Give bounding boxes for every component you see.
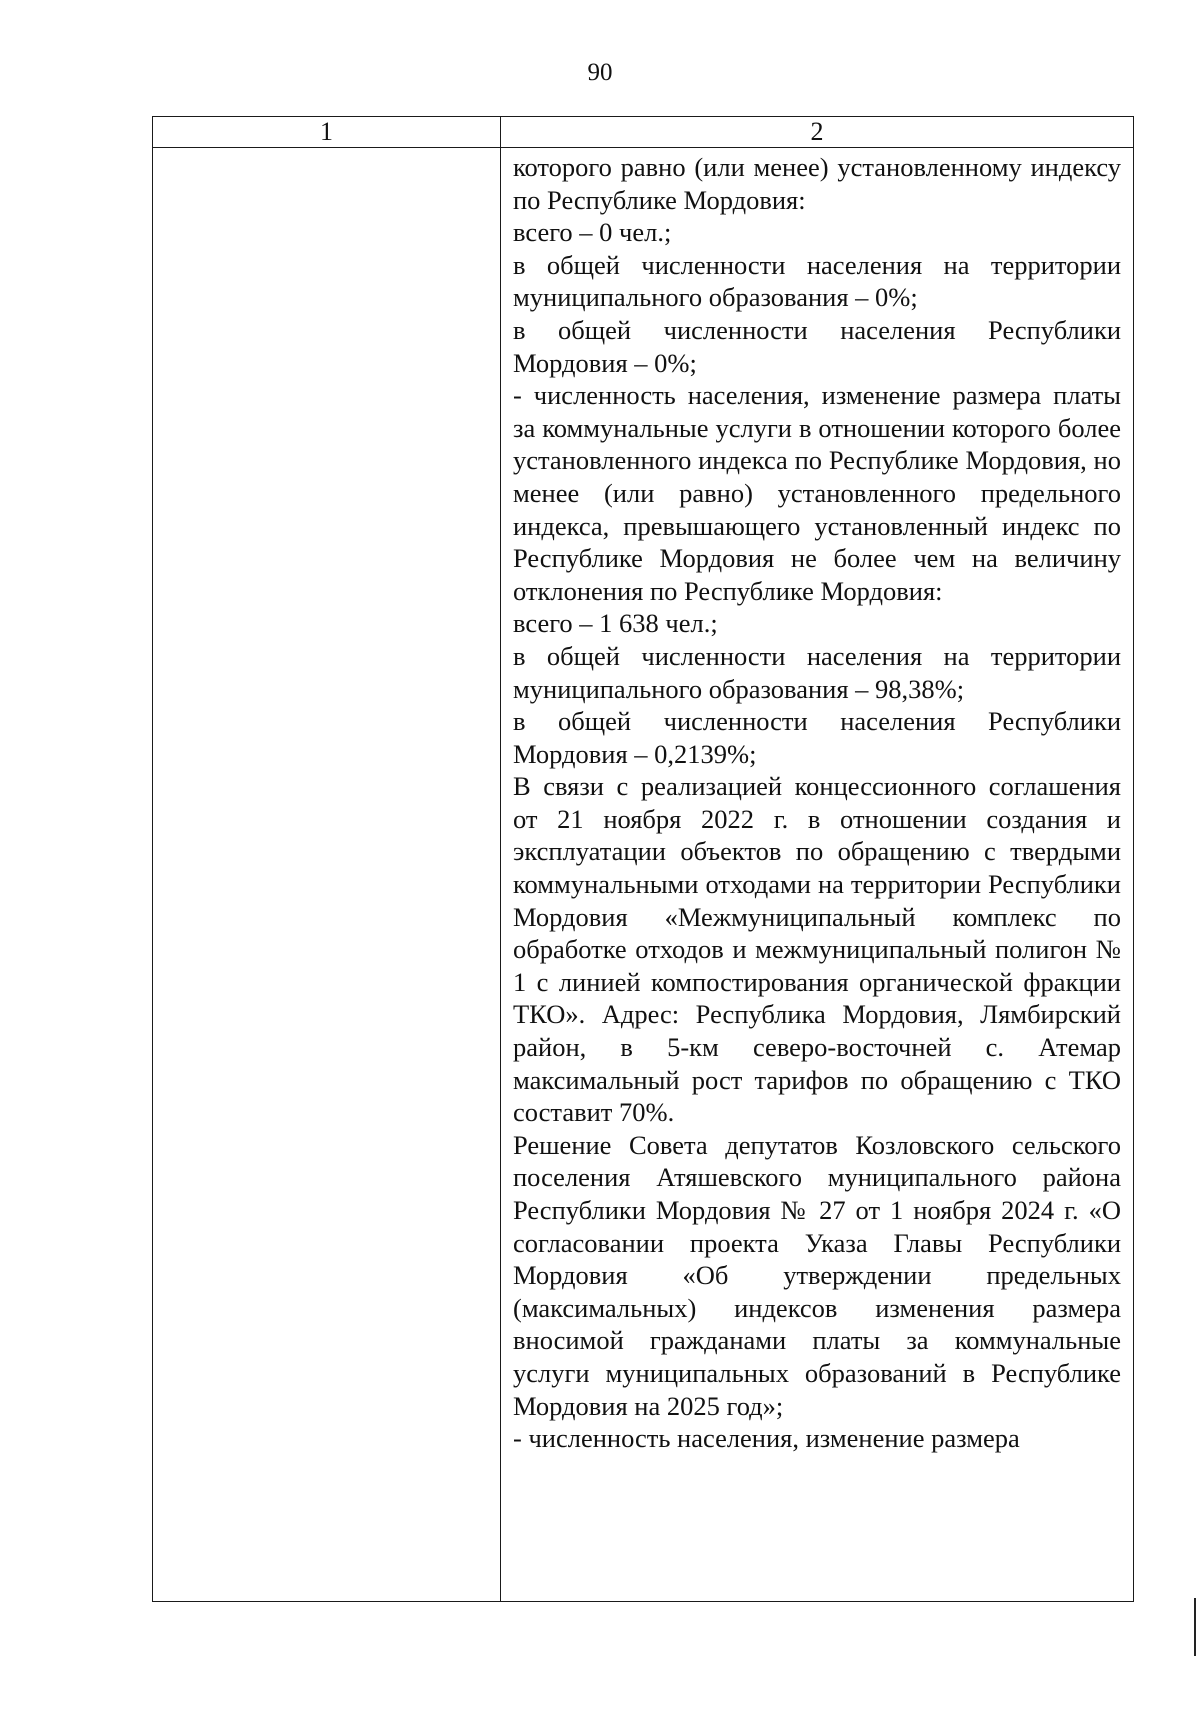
paragraph-total-zero: всего – 0 чел.; bbox=[513, 217, 672, 248]
paragraph-council-decision: Решение Совета депутатов Козловского сельского поселения Атяшевского муниципального района Республики Мордовия № 27 от 1 ноября 2024 г. «О согласовании проекта Указа Главы Республики Мордовия «Об утверждении предельных (максимальных) индексов изменения размера вносимой гражданами платы за коммунальные услуги муниципальных образований в Республике Мордовия на 2025 год»; bbox=[513, 1129, 1121, 1421]
paragraph-population-continued: - численность населения, изменение размера bbox=[513, 1423, 1020, 1454]
column-2-text bbox=[513, 151, 1121, 1455]
paragraph-municipal-share: в общей численности населения на территории муниципального образования – 98,38%; bbox=[513, 640, 1121, 704]
paragraph-municipal-share-zero: в общей численности населения на территории муниципального образования – 0%; bbox=[513, 249, 1121, 313]
document-table bbox=[152, 116, 1134, 1602]
paragraph-concession-agreement: В связи с реализацией концессионного соглашения от 21 ноября 2022 г. в отношении создания и эксплуатации объектов по обращению с твердыми коммунальными отходами на территории Республики Мордовия «Межмуниципальный комплекс по обработке отходов и межмуниципальный полигон № 1 с линией компостирования органической фракции ТКО». Адрес: Республика Мордовия, Лямбирский район, в 5-км северо-восточней с. Атемар максимальный рост тарифов по обращению с ТКО составит 70%. bbox=[513, 771, 1121, 1128]
table-header-row bbox=[153, 117, 1134, 148]
page-number: 90 bbox=[587, 59, 613, 86]
paragraph-index-continuation: которого равно (или менее) установленному индексу по Республике Мордовия: bbox=[513, 152, 1121, 215]
paragraph-republic-share: в общей численности населения Республики Мордовия – 0,2139%; bbox=[513, 706, 1121, 769]
column-2-cell bbox=[501, 148, 1134, 1602]
paragraph-total-1638: всего – 1 638 чел.; bbox=[513, 608, 718, 639]
table-row bbox=[153, 148, 1134, 1602]
paragraph-population-above-index: - численность населения, изменение размера платы за коммунальные услуги в отношении которого более установленного индекса по Республике Мордовия, но менее (или равно) установленного предельного индекса, превышающего установленный индекс по Республике Мордовия не более чем на величину отклонения по Республике Мордовия: bbox=[513, 380, 1121, 606]
paragraph-republic-share-zero: в общей численности населения Республики Мордовия – 0%; bbox=[513, 314, 1121, 378]
scan-edge-mark bbox=[1194, 1598, 1196, 1656]
column-1-cell bbox=[153, 148, 501, 1602]
column-header-2: 2 bbox=[501, 117, 1134, 148]
column-header-1: 1 bbox=[153, 117, 501, 148]
